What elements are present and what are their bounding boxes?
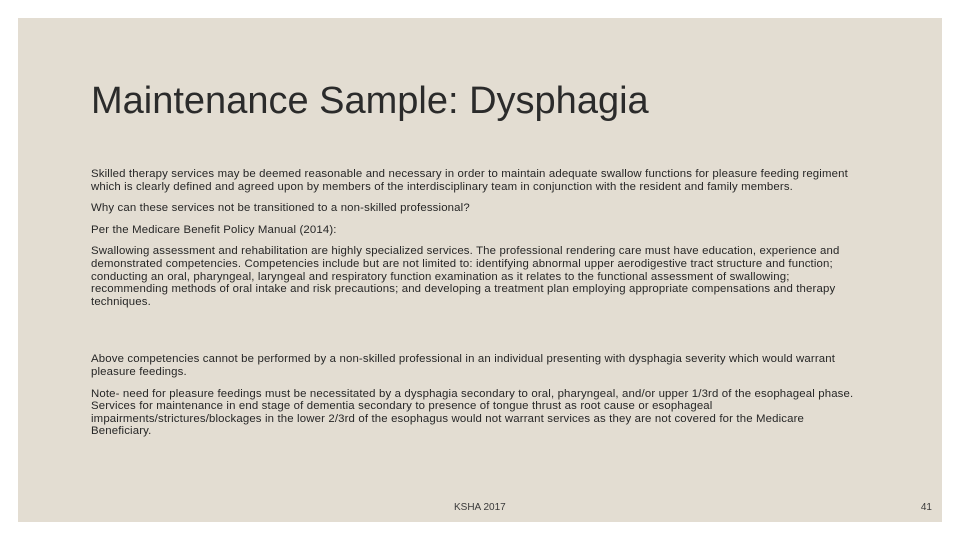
slide-body [91, 168, 859, 447]
paragraph-question: Why can these services not be transitioned to a non-skilled professional? [91, 202, 470, 215]
slide [18, 18, 942, 522]
paragraph-swallowing-assessment: Swallowing assessment and rehabilitation are highly specialized services. The professional rendering care must have education, experience and demonstrated competencies. Competencies include but are not limited to: identifying abnormal upper aerodigestive tract structure and function; conducting an oral, pharyngeal, laryngeal and respiratory function examination as it relates to the functional assessment of swallowing; recommending methods of oral intake and risk precautions; and developing a treatment plan employing appropriate compensations and therapy techniques. [91, 245, 840, 308]
paragraph-skilled-therapy: Skilled therapy services may be deemed reasonable and necessary in order to maintain adequate swallow functions for pleasure feeding regiment which is clearly defined and agreed upon by members of the interdisciplinary team in conjunction with the resident and family members. [91, 168, 848, 193]
slide-title: Maintenance Sample: Dysphagia [91, 80, 649, 122]
page-number: 41 [920, 502, 932, 513]
paragraph-medicare-manual: Per the Medicare Benefit Policy Manual (2014): [91, 223, 337, 236]
paragraph-note: Note- need for pleasure feedings must be necessitated by a dysphagia secondary to oral, pharyngeal, and/or upper 1/3rd of the esophageal phase. Services for maintenance in end stage of dementia secondary to presence of tongue thrust as root cause or esophageal impairments/strictures/blockages in the lower 2/3rd of the esophagus would not warrant services as they are not covered for the Medicare Beneficiary. [91, 387, 854, 438]
slide-footer: KSHA 2017 [454, 502, 506, 513]
paragraph-competencies: Above competencies cannot be performed by a non-skilled professional in an individual presenting with dysphagia severity which would warrant pleasure feedings. [91, 353, 836, 378]
